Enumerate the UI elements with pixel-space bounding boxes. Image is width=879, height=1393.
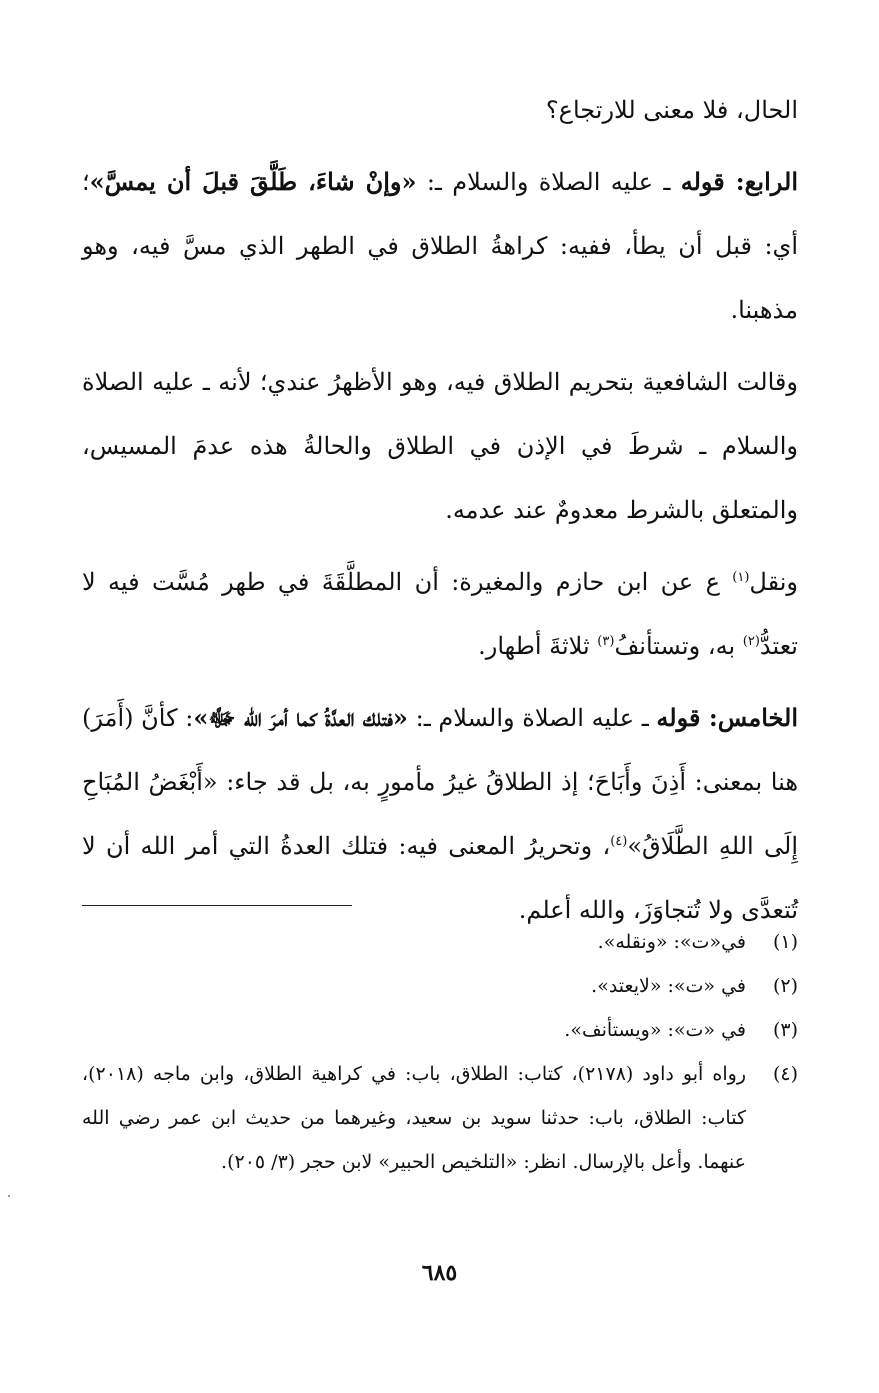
text-segment: وقالت الشافعية بتحريم الطلاق فيه، وهو الأظهرُ عندي؛ لأنه ـ عليه الصلاة والسلام ـ شرطَ في الإذن في الطلاق والحالةُ هذه عدمَ المسيس، والمتعلق بالشرط معدومٌ عند عدمه. [82,368,798,524]
paragraph-2 [82,150,798,342]
footnote-text: رواه أبو داود (٢١٧٨)، كتاب: الطلاق، باب: في كراهية الطلاق، وابن ماجه (٢٠١٨)، كتاب: الطلاق، باب: حدثنا سويد بن سعيد، وغيرهما من حديث ابن عمر رضي الله عنهما. وأعل بالإرسال. انظر: «التلخيص الحبير» لابن حجر (٣/ ٢٠٥). [82,1063,746,1173]
footnote-3 [82,1008,798,1052]
footnote-reference: (١) [732,570,750,585]
text-segment: ؛ أي: قبل أن يطأ، ففيه: كراهةُ الطلاق في الطهر الذي مسَّ فيه، وهو مذهبنا. [82,168,798,324]
scan-speck [8,1195,10,1197]
text-segment: به، وتستأنفُ [614,632,743,660]
footnote-text: في«ت»: «ونقله». [597,931,746,953]
footnote-4 [82,1052,798,1184]
text-segment: ـ عليه الصلاة والسلام ـ: [407,704,657,732]
bold-text-segment: «فتلك العدَّةُ كما أمرَ الله ﷻ» [193,703,408,732]
footnote-1 [82,920,798,964]
footnote-2 [82,964,798,1008]
footnote-reference: (٤) [610,834,628,849]
footnote-separator [82,905,352,906]
footnote-reference: (٢) [742,634,760,649]
text-segment: ، وتحريرُ المعنى فيه: فتلك العدةُ التي أمر الله أن لا تُتعدَّى ولا تُتجاوَزَ، والله أعلم. [82,832,798,924]
footnote-text: في «ت»: «ويستأنف». [564,1019,746,1041]
footnote-number: (٤) [772,1063,798,1085]
footnote-reference: (٣) [597,634,615,649]
text-segment: : كأنَّ (أَمَرَ) هنا بمعنى: أَذِنَ وأَبَاحَ؛ إذ الطلاقُ غيرُ مأمورٍ به، بل قد جاء: «أَبْغَضُ المُبَاحِ إِلَى اللهِ الطَّلَاقُ» [82,704,798,860]
footnote-number: (١) [772,931,798,953]
footnote-text: في «ت»: «لايعتد». [591,975,746,997]
footnote-number: (٢) [772,975,798,997]
footnotes [82,920,798,1184]
footnote-number: (٣) [772,1019,798,1041]
text-segment: ـ عليه الصلاة والسلام ـ: [416,168,681,196]
bold-text-segment: «وإنْ شاءَ، طَلَّقَ قبلَ أن يمسَّ» [89,167,417,196]
text-segment: ع عن ابن حازم والمغيرة: أن المطلَّقَةَ في طهر مُسَّت فيه لا تعتدُّ [82,568,798,660]
paragraph-1 [82,78,798,142]
text-segment: الحال، فلا معنى للارتجاع؟ [545,96,798,124]
text-segment: ونقل [749,568,798,596]
bold-text-segment: الخامس: قوله [656,703,798,732]
paragraph-4 [82,550,798,678]
paragraph-3 [82,350,798,542]
text-segment: ثلاثةَ أطهار. [478,632,598,660]
paragraph-5 [82,686,798,942]
bold-text-segment: الرابع: قوله [680,167,799,196]
page-number: ٦٨٥ [421,1260,458,1286]
main-text [82,78,798,942]
